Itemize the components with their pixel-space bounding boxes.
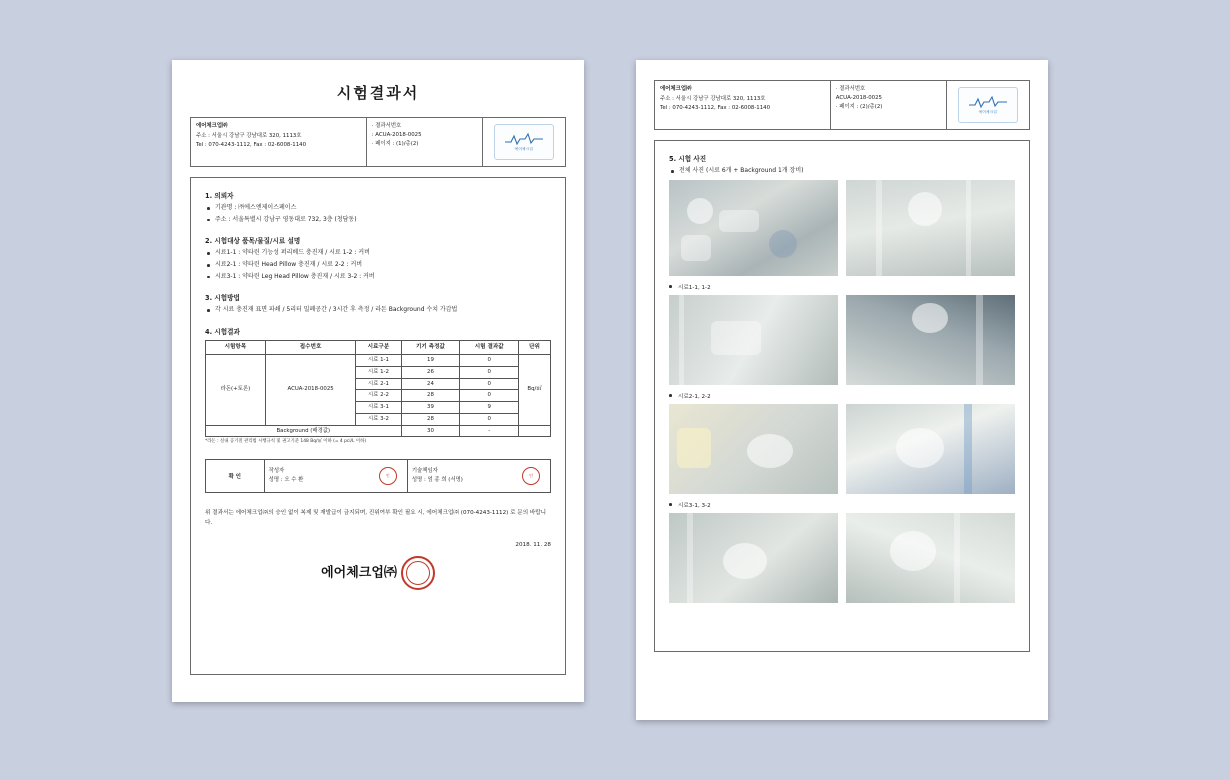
section-photos-heading: 시험 사진 <box>678 155 707 163</box>
section-results <box>205 326 551 445</box>
photo-detail <box>687 513 693 603</box>
photo-row <box>669 404 1015 494</box>
header-report-meta <box>367 118 483 166</box>
list-item: 시료1-1 : 약타린 기능성 퍼리베드 충진재 / 시료 1-2 : 커버 <box>215 249 551 258</box>
photo-row <box>669 295 1015 385</box>
manager-cell <box>407 460 550 493</box>
photo-sample-2-2 <box>846 404 1015 494</box>
photo-sample-3-2 <box>846 513 1015 603</box>
section-client-title <box>205 190 551 200</box>
table-row-background <box>206 425 551 437</box>
manager-label: 기술책임자 <box>411 468 438 475</box>
cell-background-unit <box>519 425 551 437</box>
client-list <box>205 204 551 224</box>
issue-date: 2018. 11. 28 <box>515 542 551 549</box>
cell-background-value: 30 <box>401 425 460 437</box>
results-note: *라돈 : 실내 공기질 관리법 시행규칙 및 권고기준 148 Bq/㎥ 이하 (= 4 pci/L 이하) <box>205 439 367 445</box>
signature-name: 에어체크업㈜ <box>321 565 397 581</box>
document-page-1 <box>172 60 584 702</box>
report-no-label: · 결과서번호 <box>371 123 402 129</box>
issuer-org: 에어체크업㈜ <box>660 86 692 92</box>
photo-group-overview <box>669 180 1015 276</box>
section-method-title <box>205 292 551 302</box>
cell-unit: Bq/㎥ <box>519 355 551 426</box>
report-header-page1 <box>190 117 566 167</box>
photo-detail <box>890 531 936 571</box>
photo-detail <box>677 428 711 468</box>
section-photos-number: 5. <box>669 155 677 163</box>
page-number-label: · 페이지 : (2)/총(2) <box>835 104 883 111</box>
official-seal-icon <box>401 556 435 590</box>
photo-detail <box>954 513 960 603</box>
manager-name: 엄 종 희 (서명) <box>427 477 463 484</box>
cell-background-label: Background (배경값) <box>206 425 402 437</box>
photo-detail <box>876 180 882 276</box>
photo-sample-1-1 <box>669 295 838 385</box>
list-item: 시료2-1 : 약타린 Head Pillow 충진재 / 시료 2-2 : 커버 <box>215 261 551 270</box>
photos-intro-list <box>669 167 1015 176</box>
section-method-heading: 시험방법 <box>214 294 240 303</box>
photo-caption-3: 시료3-1, 3-2 <box>669 501 1015 509</box>
cell-sample: 시료 1-2 <box>356 366 401 378</box>
header-report-meta-p2 <box>831 81 947 129</box>
photo-detail <box>723 543 767 579</box>
issuer-contact: Tel : 070-4243-1112, Fax : 02-6008-1140 <box>660 104 771 111</box>
col-sample: 시료구분 <box>356 341 401 355</box>
header-issuer-info-p2 <box>655 81 831 129</box>
logo-label: 에어체크업 <box>514 147 534 151</box>
photo-detail <box>747 434 793 468</box>
table-row <box>206 460 551 493</box>
signature-block <box>205 556 551 590</box>
photo-detail <box>976 295 983 385</box>
page-title: 시험결과서 <box>336 84 420 102</box>
writer-cell <box>264 460 407 493</box>
section-samples-title <box>205 235 551 245</box>
issuer-address: 주소 : 서울시 강남구 강남대로 320, 1113호 <box>660 96 766 103</box>
table-row <box>206 355 551 367</box>
cell-measured: 39 <box>401 402 460 414</box>
photo-caption-2: 시료2-1, 2-2 <box>669 392 1015 400</box>
company-logo <box>494 124 554 160</box>
photo-sample-2-1 <box>669 404 838 494</box>
confirmation-table <box>205 459 551 493</box>
cell-result: 0 <box>460 355 519 367</box>
writer-stamp-icon: 인 <box>379 467 397 485</box>
manager-name-label: 성명 : <box>411 477 426 484</box>
col-item: 시험항목 <box>206 341 266 355</box>
pulse-wave-icon <box>504 132 544 146</box>
photo-detail <box>711 321 761 355</box>
report-no-label: · 결과서번호 <box>835 86 866 92</box>
photo-row <box>669 180 1015 276</box>
report-no-value: : ACUA-2018-0025 <box>371 132 422 139</box>
header-issuer-info <box>191 118 367 166</box>
writer-label: 작성자 <box>268 468 285 475</box>
results-table <box>205 340 551 437</box>
photo-sample-1-2 <box>846 295 1015 385</box>
page-number-label: · 페이지 : (1)/총(2) <box>371 141 419 148</box>
photo-detail <box>896 428 944 468</box>
issuer-address: 주소 : 서울시 강남구 강남대로 320, 1113호 <box>196 133 302 140</box>
list-item: 시료3-1 : 약타린 Leg Head Pillow 충진재 / 시료 3-2 : 커버 <box>215 273 551 282</box>
table-header-row <box>206 341 551 355</box>
col-unit: 단위 <box>519 341 551 355</box>
photo-detail <box>966 180 971 276</box>
list-item: 주소 : 서울특별시 강남구 영동대로 732, 3층 (청담동) <box>215 216 551 225</box>
list-item: 전체 사진 (시료 6개 + Background 1개 장비) <box>679 167 1015 176</box>
photo-detail <box>912 303 948 333</box>
cell-measured: 19 <box>401 355 460 367</box>
photo-detail <box>964 404 972 494</box>
cell-sample: 시료 2-1 <box>356 378 401 390</box>
col-result: 시험 결과값 <box>460 341 519 355</box>
report-no-value: ACUA-2018-0025 <box>835 95 882 102</box>
issuer-contact: Tel : 070-4243-1112, Fax : 02-6008-1140 <box>196 141 307 148</box>
cell-sample: 시료 3-2 <box>356 413 401 425</box>
issuer-org: 에어체크업㈜ <box>196 123 228 129</box>
section-samples-number: 2. <box>205 237 213 246</box>
section-client <box>205 190 551 224</box>
photo-detail <box>679 295 684 385</box>
cell-sample: 시료 1-1 <box>356 355 401 367</box>
page1-content-box <box>190 177 566 675</box>
cell-item-name: 라돈(+토론) <box>206 355 266 426</box>
method-list <box>205 306 551 315</box>
confirm-label: 확 인 <box>206 460 265 493</box>
document-page-2 <box>636 60 1048 720</box>
section-photos-title <box>669 153 1015 163</box>
list-item: 각 시료 충진재 표면 파쇄 / 5리터 밀폐공간 / 3시간 후 측정 / 라돈 Background 수치 가감법 <box>215 306 551 315</box>
section-method <box>205 292 551 315</box>
closing-statement: 위 결과서는 에어체크업㈜의 승인 없이 복제 및 재발급이 금지되며, 진위여부 확인 필요 시, 에어체크업㈜ (070-4243-1112) 로 문의 바랍니다. <box>205 510 547 526</box>
header-logo-cell <box>483 118 565 166</box>
photo-row <box>669 513 1015 603</box>
photo-sample-3-1 <box>669 513 838 603</box>
section-samples-heading: 시험대상 품목/물질/시료 설명 <box>214 237 301 246</box>
list-item: 기관명 : ㈜에스엔제이스페이스 <box>215 204 551 213</box>
photo-overview-right <box>846 180 1015 276</box>
cell-result: 0 <box>460 378 519 390</box>
cell-measured: 28 <box>401 390 460 402</box>
photo-detail <box>719 210 759 232</box>
cell-result: 0 <box>460 390 519 402</box>
cell-result: 0 <box>460 413 519 425</box>
col-receipt: 접수번호 <box>265 341 355 355</box>
photo-caption-1: 시료1-1, 1-2 <box>669 283 1015 291</box>
cell-measured: 24 <box>401 378 460 390</box>
photo-detail <box>687 198 713 224</box>
samples-list <box>205 249 551 281</box>
cell-result: 9 <box>460 402 519 414</box>
section-results-number: 4. <box>205 328 213 337</box>
col-measured: 기기 측정값 <box>401 341 460 355</box>
cell-sample: 시료 2-2 <box>356 390 401 402</box>
section-client-number: 1. <box>205 192 213 200</box>
section-results-title <box>205 326 551 336</box>
section-results-heading: 시험결과 <box>214 328 240 337</box>
photo-detail <box>908 192 942 226</box>
page2-content-box <box>654 140 1030 652</box>
pulse-wave-icon <box>968 95 1008 109</box>
writer-name-label: 성명 : <box>268 477 283 484</box>
section-samples <box>205 235 551 281</box>
logo-label: 에어체크업 <box>978 110 998 114</box>
header-logo-cell-p2 <box>947 81 1029 129</box>
company-logo <box>958 87 1018 123</box>
section-client-heading: 의뢰자 <box>214 192 234 200</box>
cell-sample: 시료 3-1 <box>356 402 401 414</box>
photo-overview-left <box>669 180 838 276</box>
manager-stamp-icon: 인 <box>522 467 540 485</box>
cell-result: 0 <box>460 366 519 378</box>
writer-name: 오 수 환 <box>284 477 304 484</box>
report-header-page2 <box>654 80 1030 130</box>
cell-background-result: - <box>460 425 519 437</box>
cell-measured: 28 <box>401 413 460 425</box>
photo-detail <box>681 235 711 261</box>
section-method-number: 3. <box>205 294 213 303</box>
photo-detail <box>769 230 797 258</box>
cell-receipt-no: ACUA-2018-0025 <box>265 355 355 426</box>
cell-measured: 26 <box>401 366 460 378</box>
